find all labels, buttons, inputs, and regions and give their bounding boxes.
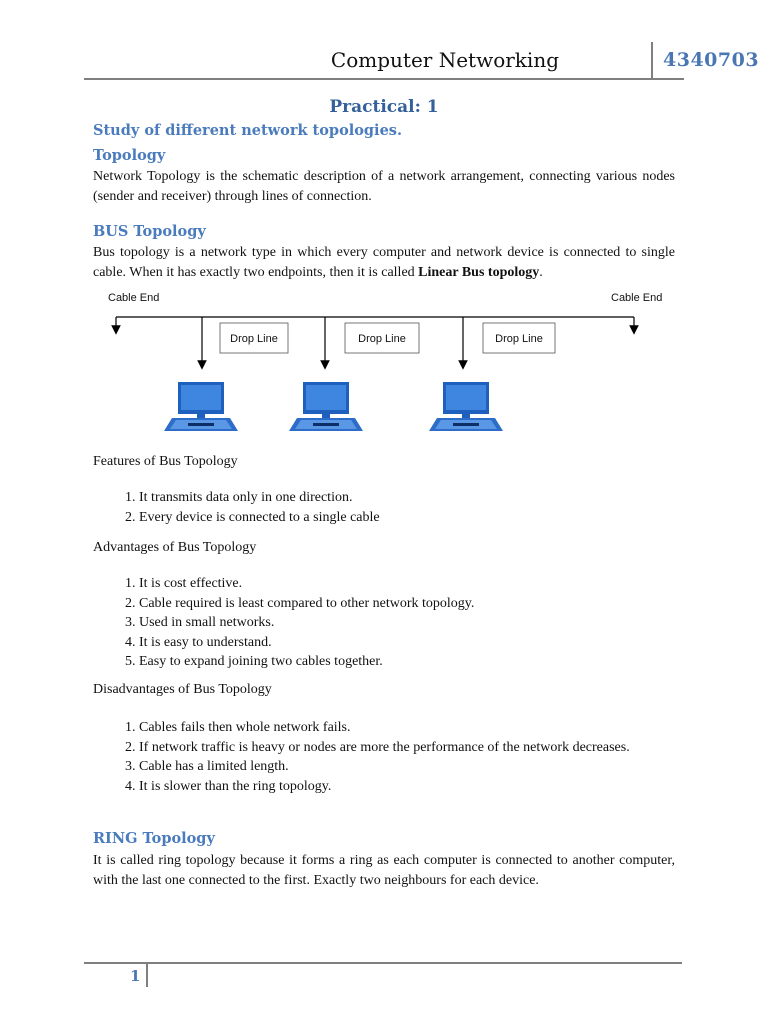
list-item: 3. Used in small networks. — [139, 613, 675, 633]
cable-end-left-label: Cable End — [108, 292, 160, 304]
list-item: 1. It is cost effective. — [139, 574, 675, 594]
practical-title: Practical: 1 — [329, 97, 439, 117]
header-rule — [84, 78, 684, 80]
list-item: 2. If network traffic is heavy or nodes are more the performance of the network decreases. — [139, 738, 675, 758]
features-list — [93, 488, 675, 527]
list-item: 2. Cable required is least compared to other network topology. — [139, 594, 675, 614]
drop-node-3 — [429, 317, 555, 431]
page-number: 1 — [130, 967, 141, 985]
drop-node-2 — [289, 317, 419, 431]
bus-topology-diagram — [92, 288, 672, 440]
drop-line-label: Drop Line — [358, 333, 406, 345]
drop-line-label: Drop Line — [230, 333, 278, 345]
list-item: 1. It transmits data only in one direction. — [139, 488, 675, 508]
bus-heading: BUS Topology — [93, 223, 206, 240]
computer-icon — [429, 382, 503, 431]
header-separator — [651, 42, 653, 78]
list-item: 4. It is slower than the ring topology. — [139, 777, 675, 797]
disadvantages-list — [93, 718, 675, 796]
footer-separator — [146, 963, 148, 987]
ring-paragraph: It is called ring topology because it forms a ring as each computer is connected to another computer, with the last one connected to the first. Exactly two neighbours for each device. — [93, 853, 675, 888]
study-heading: Study of different network topologies. — [93, 122, 403, 139]
disadvantages-title: Disadvantages of Bus Topology — [93, 682, 272, 697]
bus-paragraph-text: Bus topology is a network type in which every computer and network device is connected to single cable. When it has exactly two endpoints, then it is called — [93, 245, 675, 280]
list-item: 3. Cable has a limited length. — [139, 757, 675, 777]
bus-paragraph-end: . — [539, 265, 543, 280]
footer-rule — [84, 962, 682, 964]
features-title: Features of Bus Topology — [93, 454, 238, 469]
advantages-list — [93, 574, 675, 672]
computer-icon — [289, 382, 363, 431]
bus-paragraph-bold: Linear Bus topology — [418, 265, 540, 280]
page-header — [84, 40, 760, 80]
list-item: 4. It is easy to understand. — [139, 633, 675, 653]
header-title: Computer Networking — [330, 48, 559, 72]
drop-line-label: Drop Line — [495, 333, 543, 345]
advantages-title: Advantages of Bus Topology — [93, 540, 257, 555]
bus-paragraph — [93, 243, 675, 283]
topology-paragraph: Network Topology is the schematic description of a network arrangement, connecting various nodes (sender and receiver) through lines of connection. — [93, 169, 675, 204]
drop-node-1 — [164, 317, 288, 431]
ring-heading: RING Topology — [93, 830, 215, 847]
header-course-code: 4340703 — [663, 49, 760, 71]
computer-icon — [164, 382, 238, 431]
list-item: 1. Cables fails then whole network fails. — [139, 718, 675, 738]
list-item: 5. Easy to expand joining two cables together. — [139, 652, 675, 672]
list-item: 2. Every device is connected to a single cable — [139, 508, 675, 528]
topology-heading: Topology — [93, 147, 166, 164]
cable-end-right-label: Cable End — [611, 292, 663, 304]
